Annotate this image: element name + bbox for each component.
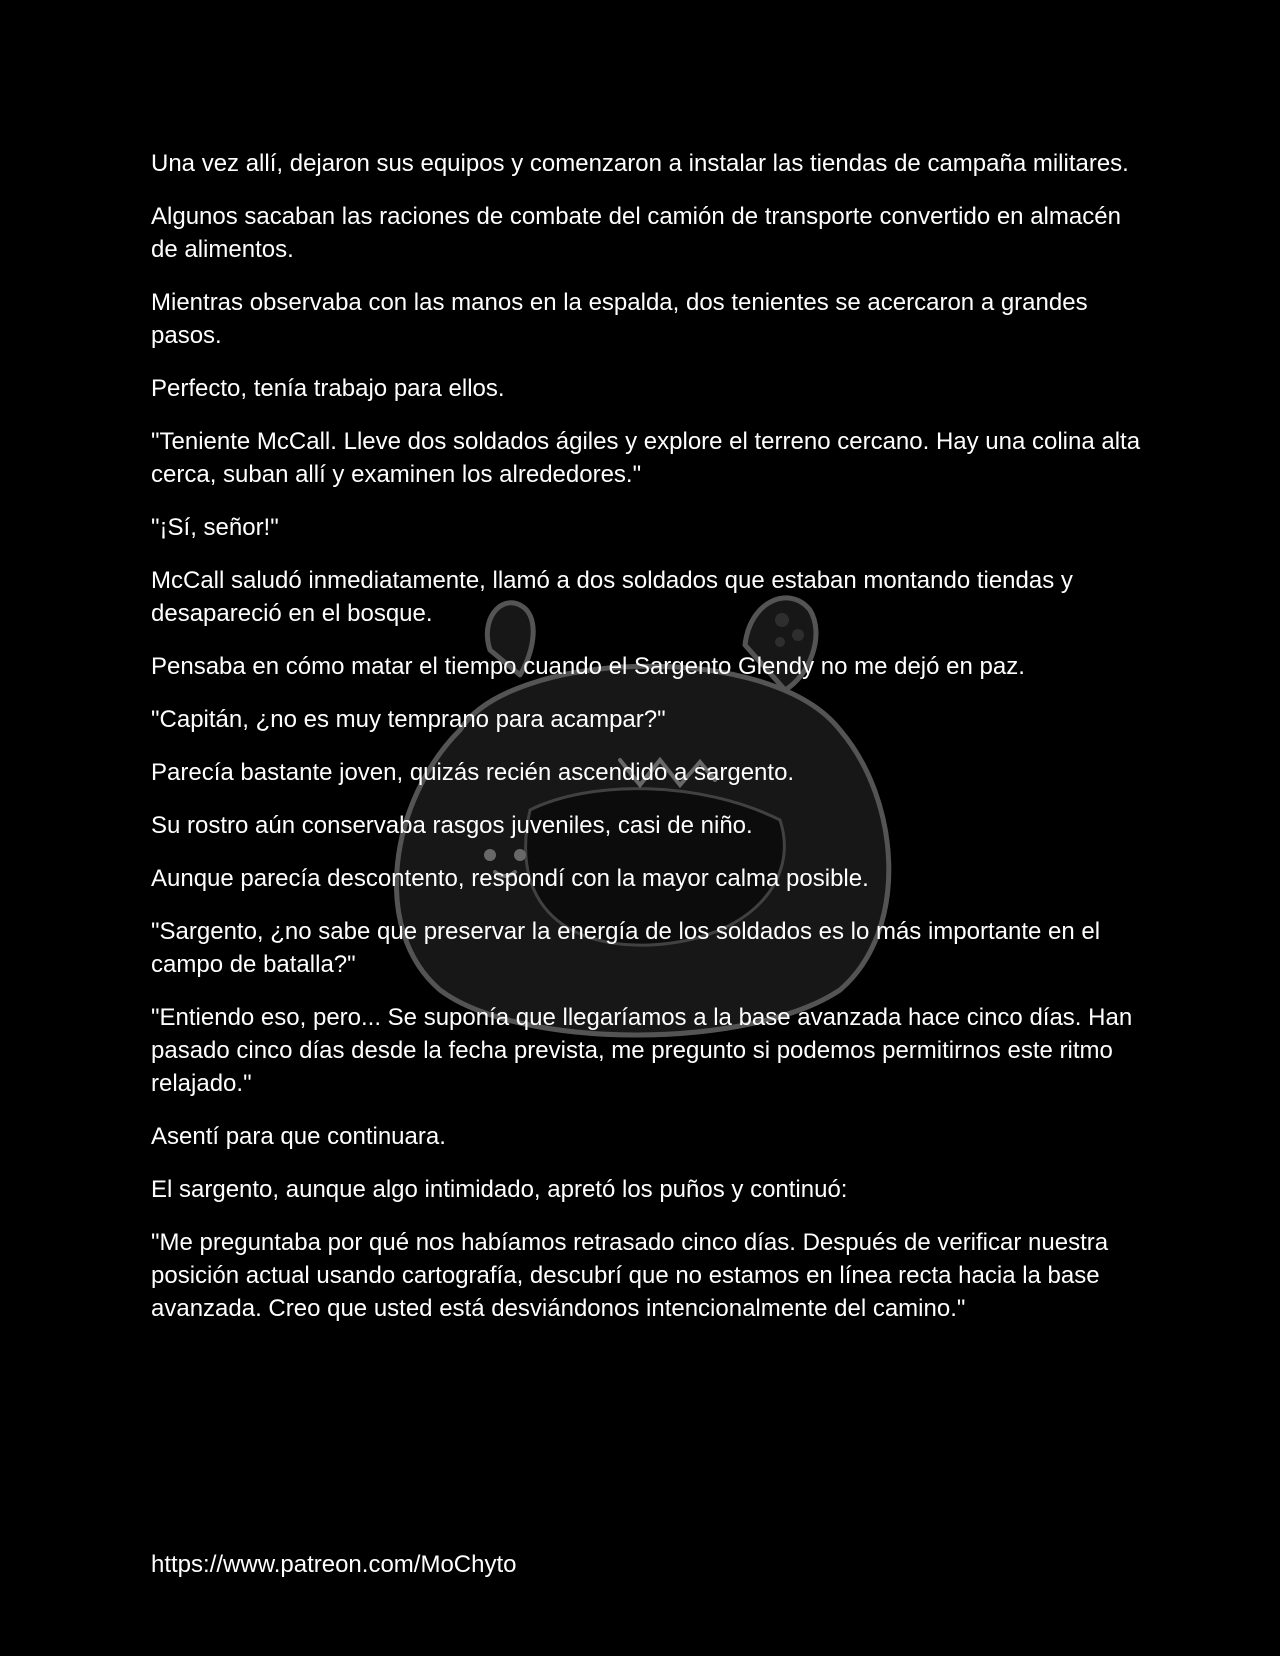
paragraph: "Me preguntaba por qué nos habíamos retrasado cinco días. Después de verificar nuestra posición actual usando cartografía, descubrí que no estamos en línea recta hacia la base avanzada. Creo que usted está desviándonos intencionalmente del camino." [151,1229,1109,1322]
paragraph: Su rostro aún conservaba rasgos juveniles, casi de niño. [151,812,753,839]
paragraph: "Teniente McCall. Lleve dos soldados ágiles y explore el terreno cercano. Hay una colina alta cerca, suban allí y examinen los alrededores." [151,428,1141,488]
paragraph: McCall saludó inmediatamente, llamó a dos soldados que estaban montando tiendas y desapareció en el bosque. [151,567,1073,627]
paragraph: Parecía bastante joven, quizás recién ascendido a sargento. [151,759,795,786]
paragraph: Asentí para que continuara. [151,1123,446,1150]
paragraph: "Entiendo eso, pero... Se suponía que llegaríamos a la base avanzada hace cinco días. Han pasado cinco días desde la fecha prevista, me pregunto si podemos permitirnos este ritmo relajado." [151,1004,1133,1097]
story-text [151,147,1141,1345]
paragraph: Pensaba en cómo matar el tiempo cuando el Sargento Glendy no me dejó en paz. [151,653,1025,680]
paragraph: Algunos sacaban las raciones de combate del camión de transporte convertido en almacén de alimentos. [151,203,1121,263]
paragraph: "Capitán, ¿no es muy temprano para acampar?" [151,706,666,733]
paragraph: Perfecto, tenía trabajo para ellos. [151,375,505,402]
paragraph: Aunque parecía descontento, respondí con la mayor calma posible. [151,865,869,892]
paragraph: El sargento, aunque algo intimidado, apretó los puños y continuó: [151,1176,848,1203]
paragraph: Mientras observaba con las manos en la espalda, dos tenientes se acercaron a grandes pasos. [151,289,1088,349]
patreon-link[interactable]: https://www.patreon.com/MoChyto [151,1551,517,1578]
paragraph: "Sargento, ¿no sabe que preservar la energía de los soldados es lo más importante en el campo de batalla?" [151,918,1101,978]
paragraph: "¡Sí, señor!" [151,514,279,541]
paragraph: Una vez allí, dejaron sus equipos y comenzaron a instalar las tiendas de campaña militares. [151,150,1129,177]
